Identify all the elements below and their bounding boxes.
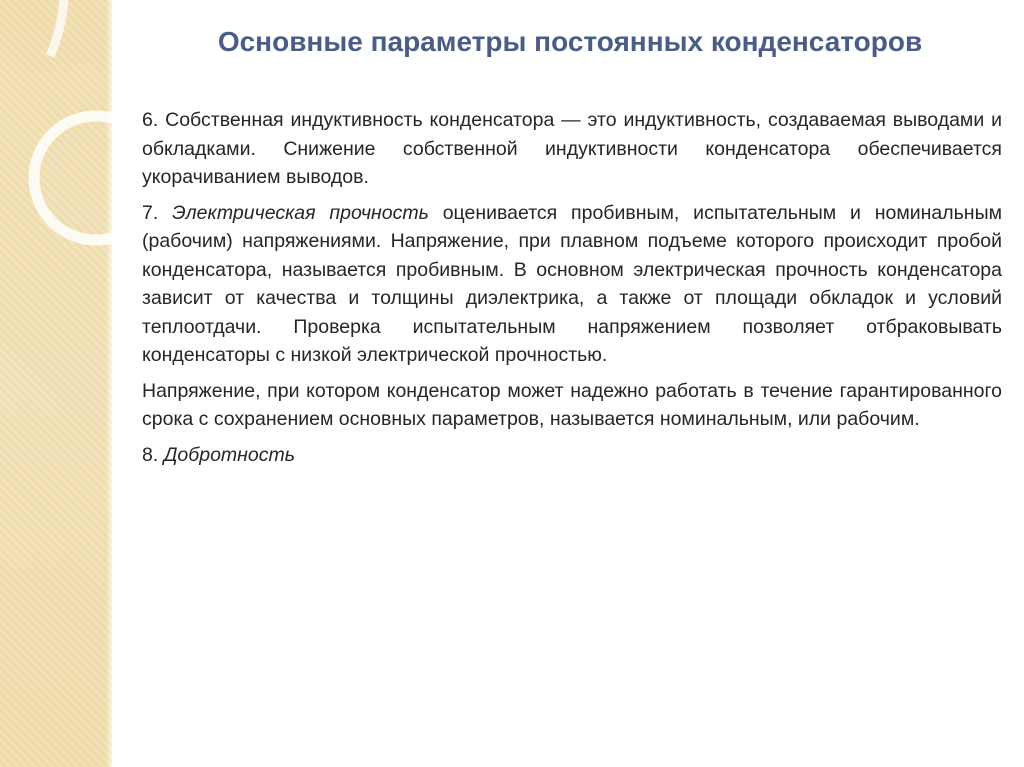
slide-title: Основные параметры постоянных конденсаторов	[217, 26, 923, 57]
paragraph-text: оценивается пробивным, испытательным и номинальным (рабочим) напряжениями. Напряжение, при плавном подъеме которого происходит пробой конденсатора, называется пробивным. В основном электрическая прочность конденсатора зависит от качества и толщины диэлектрика, а также от площади обкладок и условий теплоотдачи. Проверка испытательным напряжением позволяет отбраковывать конденсаторы с низкой электрической прочностью.	[142, 201, 1002, 366]
decorative-side-band	[0, 0, 112, 767]
decorative-rings-graphic	[0, 0, 112, 767]
paragraph-nominal-voltage: Напряжение, при котором конденсатор может надежно работать в течение гарантированного срока с сохранением основных параметров, называется номинальным, или рабочим.	[142, 379, 1002, 430]
decorative-ring-inner	[50, 132, 112, 224]
band-edge-highlight	[106, 0, 112, 767]
paragraph-quality-factor	[142, 441, 1002, 470]
paragraph-number: 7.	[142, 201, 173, 224]
slide-body	[142, 106, 1002, 476]
decorative-ring-top	[50, 0, 64, 56]
paragraph-number: 8.	[142, 443, 164, 466]
term-quality-factor: Добротность	[163, 443, 295, 466]
paragraph-inductance: 6. Собственная индуктивность конденсатора — это индуктивность, создаваемая выводами и обкладками. Снижение собственной индуктивности конденсатора обеспечивается укорачиванием выводов.	[142, 109, 1002, 188]
decorative-ring-large	[34, 116, 112, 240]
term-dielectric-strength: Электрическая прочность	[172, 201, 429, 224]
paragraph-dielectric-strength	[142, 199, 1002, 370]
